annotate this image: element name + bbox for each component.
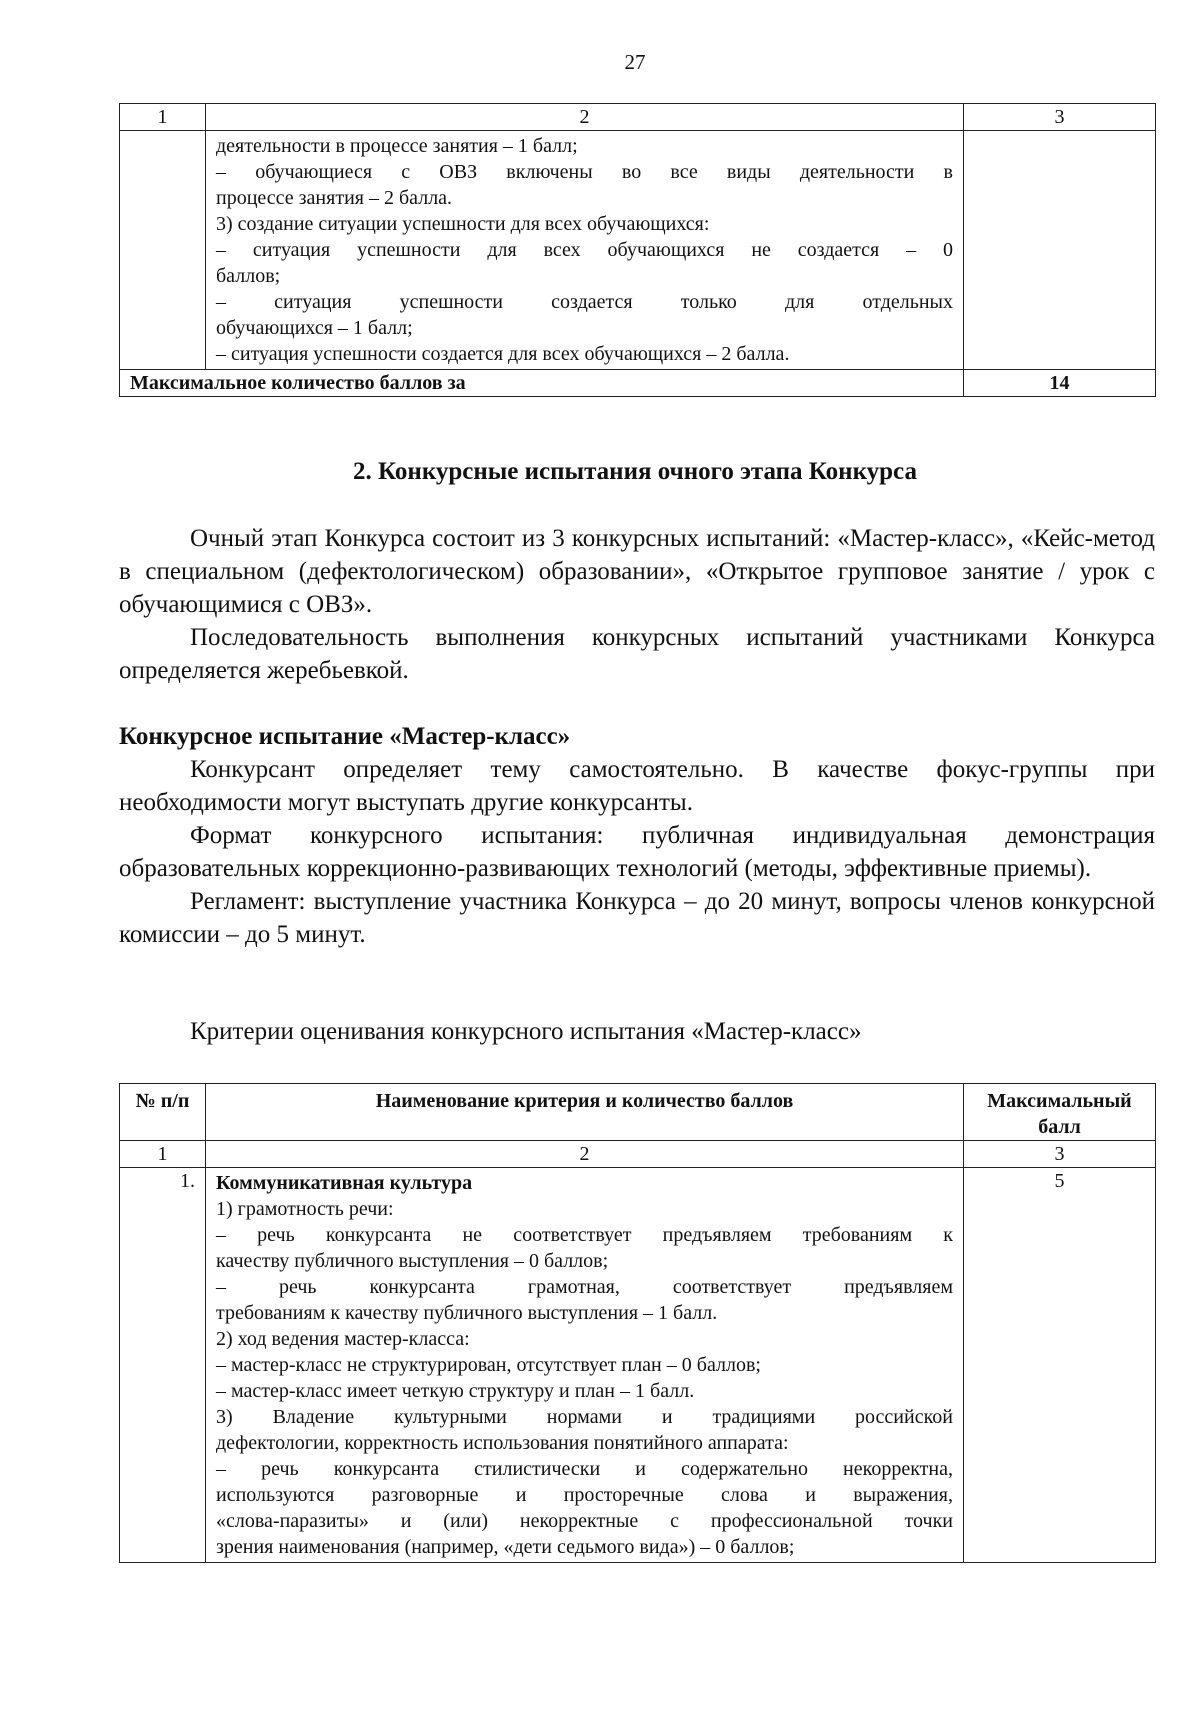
paragraph: Формат конкурсного испытания: публичная индивидуальная демонстрация образовательных коррекционно-развивающих технологий (методы, эффективные приемы). — [119, 822, 1155, 882]
text-line: 2) ход ведения мастер-класса: — [216, 1328, 470, 1350]
text-line: зрения наименования (например, «дети седьмого вида») – 0 баллов; — [216, 1536, 795, 1558]
text-line: баллов; — [216, 265, 281, 287]
column-number-2: 2 — [206, 1141, 964, 1168]
paragraph: Последовательность выполнения конкурсных испытаний участниками Конкурса определяется жеребьевкой. — [119, 624, 1155, 684]
empty-cell — [120, 131, 206, 370]
criteria-table — [119, 1083, 1156, 1563]
criteria-caption: Критерии оценивания конкурсного испытания «Мастер-класс» — [190, 1018, 862, 1045]
section-title: 2. Конкурсные испытания очного этапа Конкурса — [353, 458, 917, 485]
column-number-3: 3 — [964, 104, 1156, 131]
table-numbering-row — [120, 1141, 1156, 1168]
master-class-section — [119, 720, 1155, 951]
column-header-max-score: Максимальный балл — [964, 1084, 1156, 1141]
max-score: 5 — [964, 1168, 1156, 1563]
text-line: 3) Владение культурными нормами и традициями российской — [216, 1406, 953, 1428]
text-line: 1) грамотность речи: — [216, 1198, 394, 1220]
criterion-title: Коммуникативная культура — [216, 1172, 473, 1194]
text-line: – мастер-класс имеет четкую структуру и план – 1 балл. — [216, 1380, 695, 1402]
paragraph: Регламент: выступление участника Конкурса – до 20 минут, вопросы членов конкурсной комиссии – до 5 минут. — [119, 888, 1155, 948]
page-number: 27 — [624, 50, 646, 74]
criteria-text-cell — [206, 1168, 964, 1563]
text-line: процессе занятия – 2 балла. — [216, 187, 453, 209]
text-line: – речь конкурсанта грамотная, соответствует предъявляем — [216, 1276, 953, 1298]
column-header-number: № п/п — [120, 1084, 206, 1141]
row-number: 1. — [120, 1168, 206, 1563]
total-label: Максимальное количество баллов за — [120, 370, 964, 397]
text-line: – мастер-класс не структурирован, отсутствует план – 0 баллов; — [216, 1354, 761, 1376]
column-number-1: 1 — [120, 1141, 206, 1168]
text-line: – ситуация успешности для всех обучающихся не создается – 0 — [216, 239, 953, 261]
total-value: 14 — [964, 370, 1156, 397]
column-number-2: 2 — [206, 104, 964, 131]
column-number-3: 3 — [964, 1141, 1156, 1168]
text-line: – речь конкурсанта не соответствует предъявляем требованиям к — [216, 1224, 953, 1246]
text-line: – обучающиеся с ОВЗ включены во все виды деятельности в — [216, 161, 953, 183]
text-line: 3) создание ситуации успешности для всех обучающихся: — [216, 213, 710, 235]
text-line: «слова-паразиты» и (или) некорректные с профессиональной точки — [216, 1510, 953, 1532]
text-line: – речь конкурсанта стилистически и содержательно некорректна, — [216, 1458, 953, 1480]
table-row — [120, 1168, 1156, 1563]
total-row — [120, 370, 1156, 397]
text-line: требованиям к качеству публичного выступления – 1 балл. — [216, 1302, 718, 1324]
text-line: – ситуация успешности создается для всех обучающихся – 2 балла. — [216, 343, 790, 365]
subheading: Конкурсное испытание «Мастер-класс» — [119, 723, 571, 750]
section-body — [119, 522, 1155, 687]
table-row — [120, 131, 1156, 370]
criteria-table-continued — [119, 103, 1156, 397]
paragraph: Очный этап Конкурса состоит из 3 конкурсных испытаний: «Мастер-класс», «Кейс-метод в специальном (дефектологическом) образовании», «Открытое групповое занятие / урок с обучающимися с ОВЗ». — [119, 525, 1155, 618]
table-header-row — [120, 104, 1156, 131]
paragraph: Конкурсант определяет тему самостоятельно. В качестве фокус-группы при необходимости могут выступать другие конкурсанты. — [119, 756, 1155, 816]
text-line: обучающихся – 1 балл; — [216, 317, 413, 339]
column-header-criterion: Наименование критерия и количество баллов — [206, 1084, 964, 1141]
text-line: – ситуация успешности создается только для отдельных — [216, 291, 953, 313]
empty-cell — [964, 131, 1156, 370]
column-number-1: 1 — [120, 104, 206, 131]
text-line: дефектологии, корректность использования понятийного аппарата: — [216, 1432, 789, 1454]
text-line: используются разговорные и просторечные слова и выражения, — [216, 1484, 953, 1506]
text-line: деятельности в процессе занятия – 1 балл; — [216, 135, 578, 157]
criteria-text-cell — [206, 131, 964, 370]
table-header-row — [120, 1084, 1156, 1141]
text-line: качеству публичного выступления – 0 баллов; — [216, 1250, 609, 1272]
